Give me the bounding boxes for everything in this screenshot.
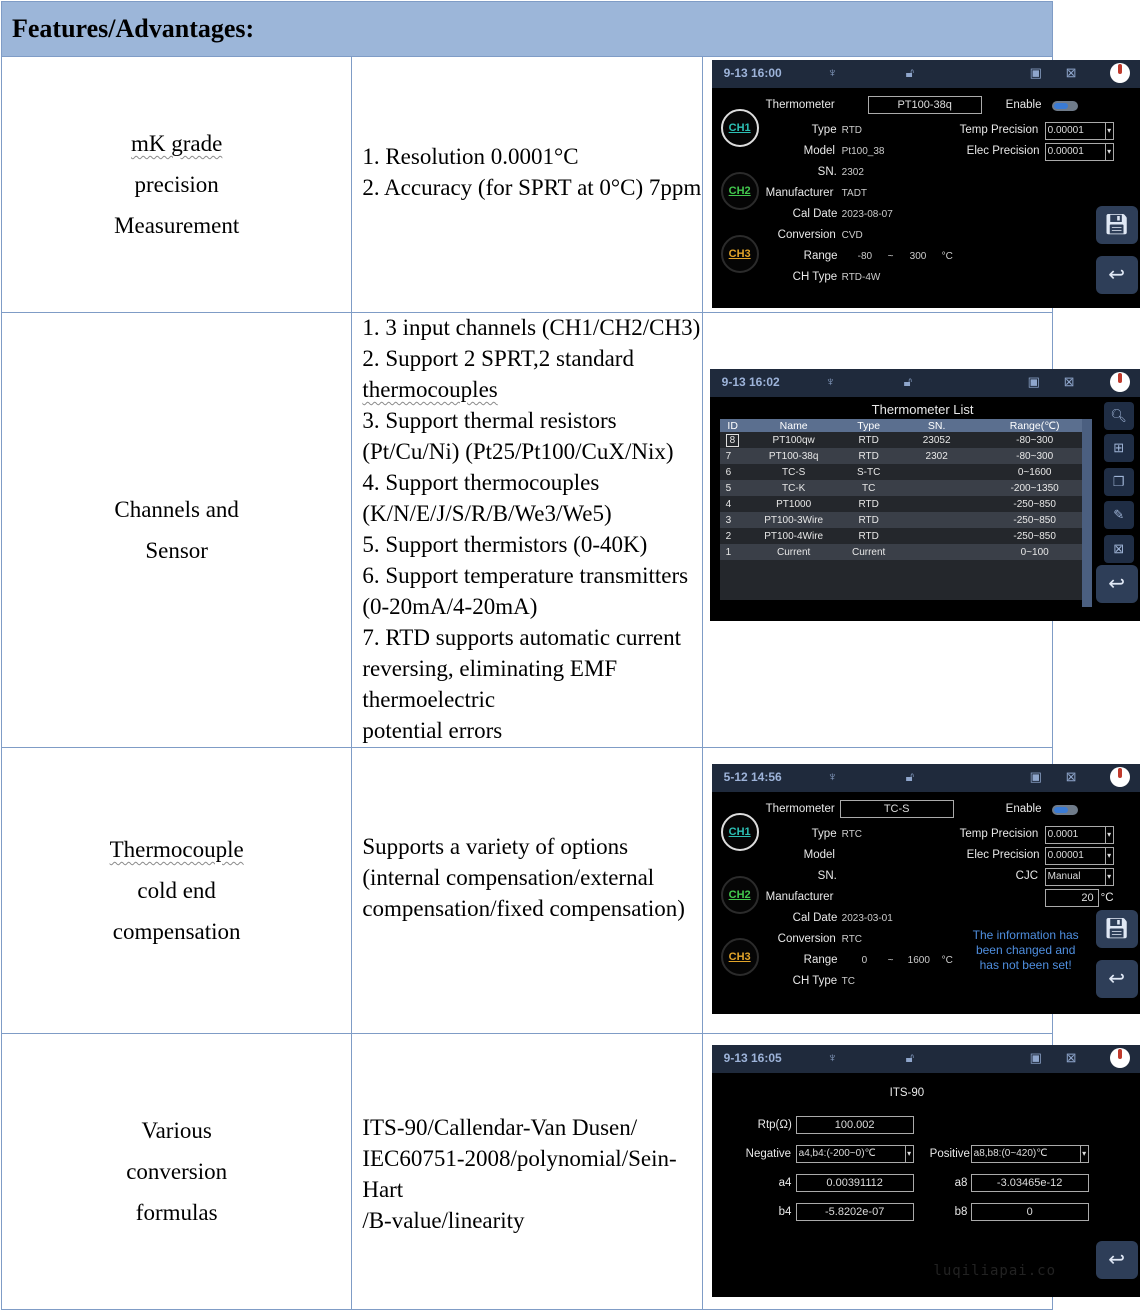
usb-icon: ♆ [827, 769, 838, 784]
status-bar [712, 764, 1140, 792]
table-cell: 6 [720, 464, 746, 480]
temp-precision-select[interactable]: 0.00001 ▾ [1045, 122, 1114, 140]
table-cell: 7 [720, 448, 746, 464]
positive-label: Positive [929, 1148, 970, 1160]
description-cell [352, 1034, 702, 1310]
table-cell: -200~1350 [978, 480, 1092, 496]
device-screen-list [710, 369, 1140, 621]
rtp-label: Rtp(Ω) [757, 1119, 792, 1131]
conversion-value: CVD [841, 230, 863, 241]
list-item: 1. Resolution 0.0001°C [362, 143, 579, 169]
status-bar [712, 1045, 1140, 1073]
range-unit: °C [941, 955, 953, 966]
table-cell: RTD [842, 512, 896, 528]
range-separator: ~ [887, 955, 894, 966]
conversion-value: RTC [841, 934, 863, 945]
table-cell: 8 [720, 432, 746, 448]
table-cell: Current [842, 544, 896, 560]
model-label: Model [803, 849, 835, 861]
power-icon[interactable] [1110, 1048, 1130, 1068]
range-separator: ~ [887, 251, 894, 262]
model-label: Model [803, 145, 835, 157]
save-status-icon: ▣ [1029, 1050, 1042, 1065]
table-row[interactable] [720, 480, 1092, 496]
table-cell [896, 512, 978, 528]
screenshot-cell [702, 313, 1127, 748]
screenshot-cell [702, 57, 1130, 313]
network-icon: ⊠ [1065, 65, 1077, 80]
clock: 9-13 16:00 [723, 66, 782, 80]
table-cell: 2302 [896, 448, 978, 464]
network-icon: ⊠ [1065, 769, 1077, 784]
manufacturer-value: TADT [841, 188, 868, 199]
column-header: ID [720, 419, 746, 432]
table-cell: PT100-4Wire [746, 528, 842, 544]
table-cell: -250~850 [978, 496, 1092, 512]
table-cell: -80~300 [978, 448, 1092, 464]
thermometer-label: Thermometer [765, 99, 835, 111]
table-cell: 3 [720, 512, 746, 528]
thermometer-label: Thermometer [765, 803, 835, 815]
status-bar [712, 60, 1140, 88]
sn-label: SN. [817, 166, 837, 178]
negative-label: Negative [745, 1148, 792, 1160]
usb-icon: ♆ [825, 374, 836, 389]
ch2-button[interactable]: CH2 [721, 876, 759, 914]
a8-input[interactable]: -3.03465e-12 [971, 1174, 1089, 1192]
column-header: Range(℃) [978, 419, 1092, 432]
list-item: 7. RTD supports automatic current [362, 625, 681, 650]
features-table [1, 1, 1130, 1310]
table-row-empty [720, 560, 1092, 600]
list-item: (K/N/E/J/S/R/B/We3/We5) [362, 501, 612, 526]
table-cell: 4 [720, 496, 746, 512]
ch1-button[interactable]: CH1 [721, 109, 759, 147]
b4-input[interactable]: -5.8202e-07 [796, 1203, 914, 1221]
range-max: 1600 [907, 955, 930, 966]
model-value: Pt100_38 [841, 146, 885, 157]
list-item: 3. Support thermal resistors [362, 408, 617, 433]
table-cell [896, 480, 978, 496]
list-item: reversing, eliminating EMF thermoelectric [362, 656, 618, 712]
column-header: SN. [896, 419, 978, 432]
table-row[interactable] [720, 464, 1092, 480]
status-bar [710, 369, 1140, 397]
manufacturer-label: Manufacturer [765, 891, 834, 903]
enable-label: Enable [1005, 803, 1042, 815]
power-icon[interactable] [1110, 372, 1130, 392]
save-status-icon: ▣ [1027, 374, 1040, 389]
device-screen-formula [712, 1045, 1140, 1297]
list-item: potential errors [362, 718, 503, 743]
unlock-icon: 🔓︎ [905, 1050, 915, 1065]
enable-toggle[interactable] [1052, 805, 1078, 815]
table-cell: PT100-38q [746, 448, 842, 464]
table-cell: RTD [842, 448, 896, 464]
table-cell: 0~1600 [978, 464, 1092, 480]
unlock-icon: 🔓︎ [903, 374, 913, 389]
list-item: /B-value/linearity [362, 1207, 525, 1233]
save-status-icon: ▣ [1029, 65, 1042, 80]
range-label: Range [803, 250, 838, 262]
table-cell: 1 [720, 544, 746, 560]
thermometer-list-table [720, 419, 1092, 600]
list-item: Supports a variety of options [362, 834, 629, 859]
edit-button[interactable]: ✎ [1104, 501, 1134, 529]
clock: 9-13 16:02 [721, 375, 780, 389]
elec-precision-label: Elec Precision [966, 849, 1040, 861]
clock: 5-12 14:56 [723, 770, 782, 784]
negative-range-select[interactable]: a4,b4:(-200~0)℃ ▾ [796, 1145, 914, 1163]
description-cell [352, 57, 702, 313]
network-icon: ⊠ [1065, 1050, 1077, 1065]
feature-cell: Various conversion formulas [2, 1034, 352, 1310]
sn-value: 2302 [841, 167, 864, 178]
list-item: 2. Support 2 SPRT,2 standard [362, 346, 634, 371]
thermometer-field[interactable]: PT100-38q [868, 96, 982, 114]
feature-cell: Thermocouple cold end compensation [2, 748, 352, 1034]
cjc-select[interactable]: Manual ▾ [1045, 868, 1114, 886]
unlock-icon: 🔓︎ [905, 65, 915, 80]
type-label: Type [811, 828, 837, 840]
list-item: (Pt/Cu/Ni) (Pt25/Pt100/CuX/Nix) [362, 439, 674, 464]
elec-precision-select[interactable]: 0.00001 ▾ [1045, 847, 1114, 865]
power-icon[interactable] [1110, 767, 1130, 787]
ch-type-value: TC [841, 976, 855, 987]
ch-type-value: RTD-4W [841, 272, 881, 283]
table-cell: 23052 [896, 432, 978, 448]
search-button[interactable]: 🔍︎ [1104, 402, 1134, 430]
table-row[interactable] [720, 448, 1092, 464]
ch3-button[interactable]: CH3 [721, 938, 759, 976]
a8-label: a8 [954, 1177, 968, 1189]
table-cell: RTD [842, 432, 896, 448]
ch3-button[interactable]: CH3 [721, 235, 759, 273]
range-min: 0 [861, 955, 868, 966]
table-cell: 5 [720, 480, 746, 496]
ch1-button[interactable]: CH1 [721, 813, 759, 851]
add-button[interactable]: ⊞ [1104, 434, 1134, 462]
list-item: (0-20mA/4-20mA) [362, 594, 538, 619]
back-button[interactable]: ↩ [1096, 565, 1138, 603]
cjc-unit: °C [1100, 892, 1114, 904]
table-cell [896, 496, 978, 512]
temp-precision-label: Temp Precision [959, 124, 1039, 136]
ch-type-label: CH Type [792, 271, 838, 283]
table-cell: PT100-3Wire [746, 512, 842, 528]
save-button[interactable]: 💾︎ [1096, 910, 1138, 948]
table-cell [896, 528, 978, 544]
column-header: Type [842, 419, 896, 432]
temp-precision-label: Temp Precision [959, 828, 1039, 840]
cjc-label: CJC [1015, 870, 1039, 882]
table-cell [896, 464, 978, 480]
table-cell: RTD [842, 528, 896, 544]
thermometer-field[interactable]: TC-S [840, 800, 954, 818]
unlock-icon: 🔓︎ [905, 769, 915, 784]
usb-icon: ♆ [827, 65, 838, 80]
conversion-label: Conversion [777, 933, 836, 945]
copy-button[interactable]: ❐ [1104, 468, 1134, 496]
feature-cell: Channels and Sensor [2, 313, 352, 748]
save-status-icon: ▣ [1029, 769, 1042, 784]
table-cell [896, 544, 978, 560]
elec-precision-label: Elec Precision [966, 145, 1040, 157]
manufacturer-label: Manufacturer [765, 187, 834, 199]
table-row[interactable] [720, 432, 1092, 448]
type-label: Type [811, 124, 837, 136]
list-item: compensation/fixed compensation) [362, 896, 685, 921]
positive-range-select[interactable]: a8,b8:(0~420)℃ ▾ [971, 1145, 1089, 1163]
table-cell: -80~300 [978, 432, 1092, 448]
cjc-temperature-input[interactable]: 20 [1045, 889, 1099, 907]
save-button[interactable]: 💾︎ [1096, 206, 1138, 244]
formula-title: ITS-90 [889, 1087, 925, 1099]
list-item: 4. Support thermocouples [362, 470, 600, 495]
list-item: 2. Accuracy (for SPRT at 0°C) 7ppm [362, 174, 702, 200]
ch-type-label: CH Type [792, 975, 838, 987]
table-cell: -250~850 [978, 528, 1092, 544]
list-item: thermocouples [362, 377, 498, 402]
table-row[interactable] [720, 512, 1092, 528]
table-cell: TC-S [746, 464, 842, 480]
feature-cell: mK grade precision Measurement [2, 57, 352, 313]
watermark: luqiliapai.co [933, 1263, 1056, 1279]
rtp-input[interactable]: 100.002 [796, 1116, 914, 1134]
network-icon: ⊠ [1063, 374, 1075, 389]
enable-label: Enable [1005, 99, 1042, 111]
conversion-label: Conversion [777, 229, 836, 241]
b8-input[interactable]: 0 [971, 1203, 1089, 1221]
list-item: ITS-90/Callendar-Van Dusen/ [362, 1114, 638, 1140]
cal-date-value: 2023-03-01 [841, 913, 893, 924]
list-title: Thermometer List [871, 402, 974, 417]
back-button[interactable]: ↩ [1096, 960, 1138, 998]
table-header: Features/Advantages: [2, 2, 1053, 57]
list-item: (internal compensation/external [362, 865, 655, 890]
table-cell: 2 [720, 528, 746, 544]
ch2-button[interactable]: CH2 [721, 172, 759, 210]
cal-date-label: Cal Date [792, 208, 838, 220]
temp-precision-select[interactable]: 0.0001 ▾ [1045, 826, 1114, 844]
list-scrollbar[interactable] [1082, 419, 1092, 607]
table-row[interactable] [720, 528, 1092, 544]
table-row[interactable] [720, 496, 1092, 512]
usb-icon: ♆ [827, 1050, 838, 1065]
b8-label: b8 [954, 1206, 968, 1218]
power-icon[interactable] [1110, 63, 1130, 83]
list-item: IEC60751-2008/polynomial/Sein-Hart [362, 1145, 677, 1202]
type-value: RTD [841, 125, 863, 136]
range-label: Range [803, 954, 838, 966]
delete-button[interactable]: ⊠ [1104, 535, 1134, 563]
column-header: Name [746, 419, 842, 432]
table-row[interactable] [720, 544, 1092, 560]
range-min: -80 [857, 251, 873, 262]
type-value: RTC [841, 829, 863, 840]
range-unit: °C [941, 251, 953, 262]
a4-label: a4 [778, 1177, 792, 1189]
description-cell [352, 748, 702, 1034]
back-button[interactable]: ↩ [1096, 256, 1138, 294]
sn-label: SN. [817, 870, 837, 882]
device-screen-channel [712, 60, 1140, 308]
table-cell: S-TC [842, 464, 896, 480]
device-screen-tc [712, 764, 1140, 1014]
list-item: 6. Support temperature transmitters [362, 563, 689, 588]
table-cell: Current [746, 544, 842, 560]
table-cell: 0~100 [978, 544, 1092, 560]
table-cell: TC-K [746, 480, 842, 496]
cal-date-label: Cal Date [792, 912, 838, 924]
elec-precision-select[interactable]: 0.00001 ▾ [1045, 143, 1114, 161]
list-item: 5. Support thermistors (0-40K) [362, 532, 648, 557]
table-cell: PT1000 [746, 496, 842, 512]
table-cell: -250~850 [978, 512, 1092, 528]
screenshot-cell [702, 748, 1130, 1034]
a4-input[interactable]: 0.00391112 [796, 1174, 914, 1192]
range-max: 300 [909, 251, 927, 262]
clock: 9-13 16:05 [723, 1051, 782, 1065]
list-item: 1. 3 input channels (CH1/CH2/CH3) [362, 315, 701, 340]
table-cell: TC [842, 480, 896, 496]
unsaved-message: The information has been changed and has not been set! [972, 928, 1079, 972]
b4-label: b4 [778, 1206, 792, 1218]
table-cell: PT100qw [746, 432, 842, 448]
back-button[interactable]: ↩ [1096, 1241, 1138, 1279]
table-cell: RTD [842, 496, 896, 512]
enable-toggle[interactable] [1052, 101, 1078, 111]
cal-date-value: 2023-08-07 [841, 209, 893, 220]
description-cell [352, 313, 702, 748]
